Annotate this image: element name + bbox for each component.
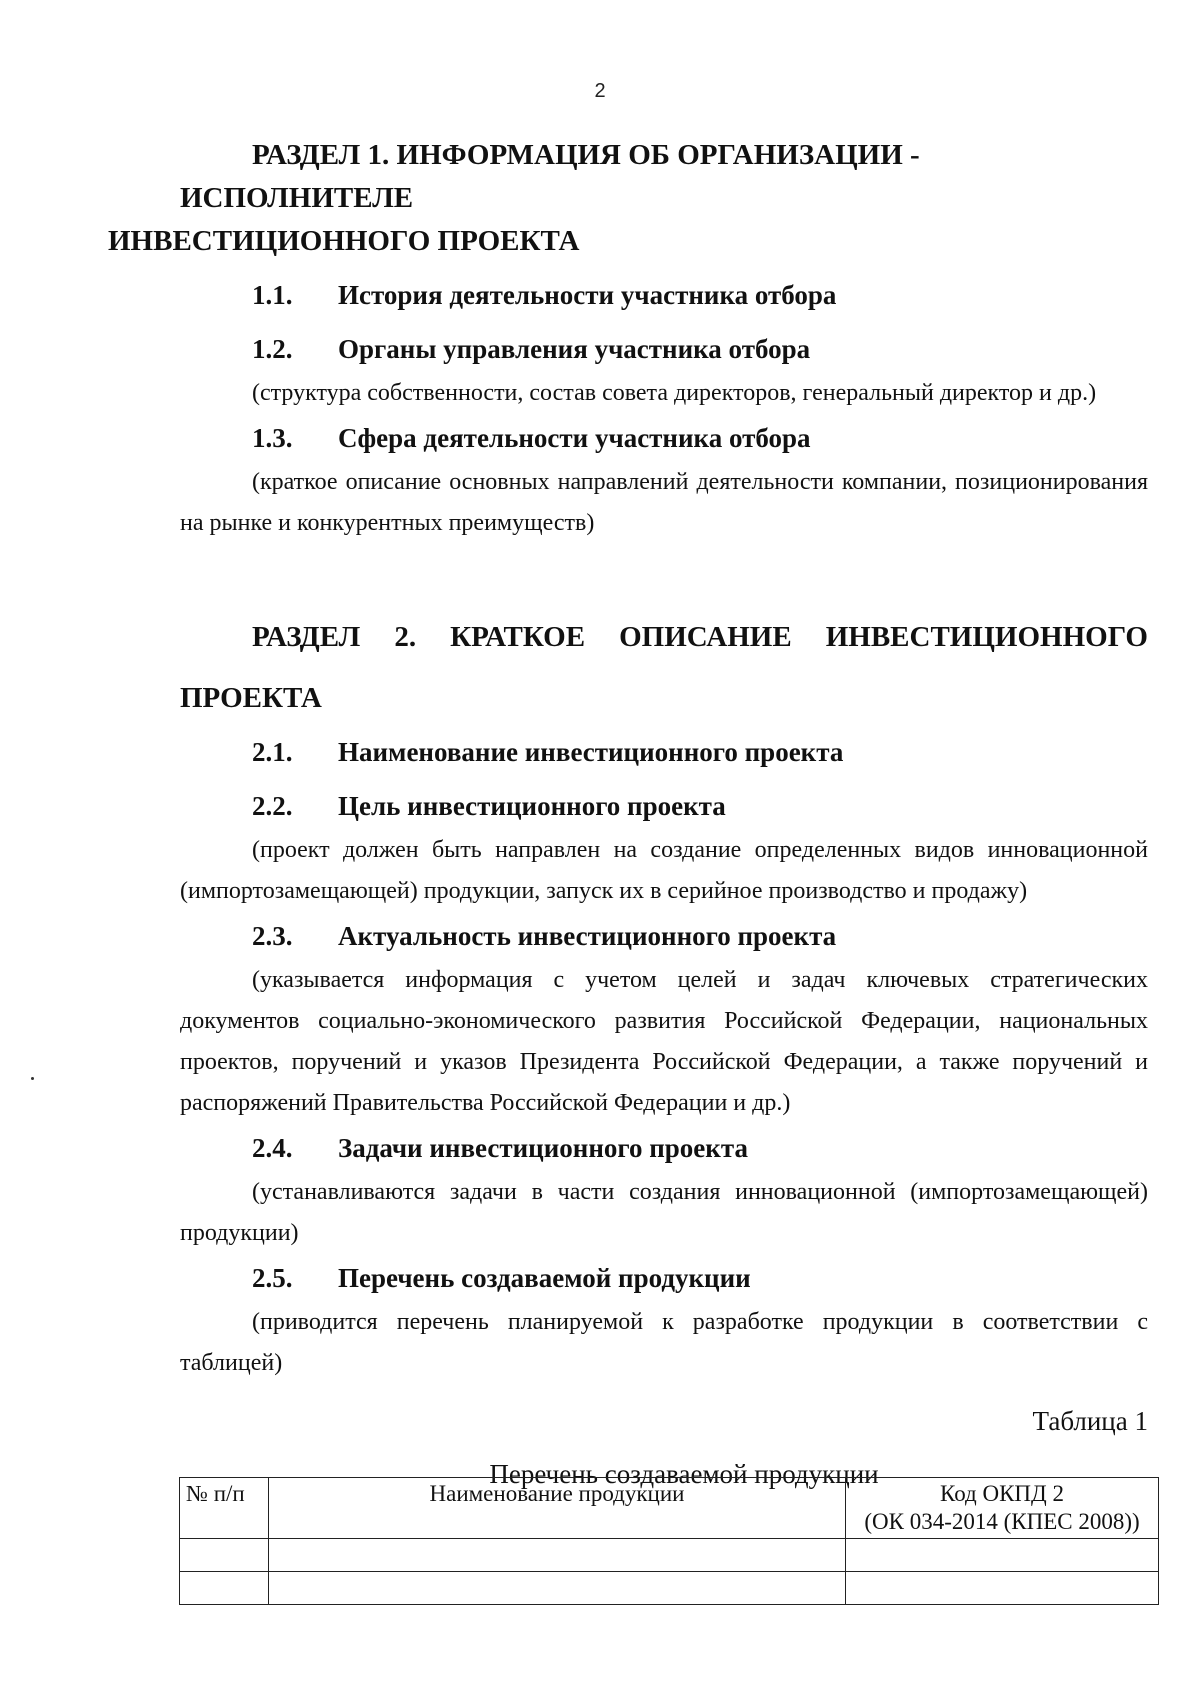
subsection-title: Перечень создаваемой продукции — [338, 1263, 751, 1293]
subsection-note: (краткое описание основных направлений деятельности компании, позиционирования на рынке и конкурентных преимуществ) — [180, 469, 1148, 536]
scan-speck — [31, 1077, 34, 1080]
table-row — [180, 1572, 1159, 1605]
section-1-title-line1: РАЗДЕЛ 1. ИНФОРМАЦИЯ ОБ ОРГАНИЗАЦИИ - ИСПОЛНИТЕЛЕ — [180, 139, 920, 214]
table-cell — [269, 1572, 846, 1605]
section-2-title: РАЗДЕЛ 2. КРАТКОЕ ОПИСАНИЕ ИНВЕСТИЦИОННОГО — [252, 621, 1148, 653]
section-1-title — [108, 134, 1148, 263]
table-cell — [269, 1539, 846, 1572]
table-cell — [846, 1539, 1159, 1572]
column-header-code — [846, 1478, 1159, 1539]
subsection-note: (приводится перечень планируемой к разработке продукции в соответствии с таблицей) — [180, 1309, 1148, 1376]
products-table — [179, 1477, 1159, 1605]
document-body — [108, 134, 1148, 1490]
subsection-1-3 — [180, 420, 1148, 456]
table-cell — [180, 1539, 269, 1572]
subsection-number: 1.2. — [252, 334, 293, 364]
subsection-number: 2.3. — [252, 921, 293, 951]
column-header-code-line2: (ОК 034-2014 (КПЕС 2008)) — [864, 1509, 1140, 1534]
column-header-code-line1: Код ОКПД 2 — [940, 1481, 1064, 1506]
subsection-note: (устанавливаются задачи в части создания инновационной (импортозамещающей) продукции) — [180, 1179, 1148, 1246]
subsection-note: (проект должен быть направлен на создание определенных видов инновационной (импортозамещающей) продукции, запуск их в серийное производство и продажу) — [180, 837, 1148, 904]
subsection-2-4 — [180, 1130, 1148, 1166]
subsection-note: (указывается информация с учетом целей и задач ключевых стратегических документов социально-экономического развития Российской Федерации, национальных проектов, поручений и указов Президента Российской Федерации, а также поручений и распоряжений Правительства Российской Федерации и др.) — [180, 967, 1148, 1116]
subsection-number: 1.1. — [252, 280, 293, 310]
subsection-note: (структура собственности, состав совета директоров, генеральный директор и др.) — [252, 380, 1097, 406]
subsection-title: Сфера деятельности участника отбора — [338, 423, 811, 453]
page-number: 2 — [594, 80, 606, 102]
subsection-number: 2.5. — [252, 1263, 293, 1293]
column-header-number: № п/п — [180, 1478, 269, 1539]
subsection-2-5 — [180, 1260, 1148, 1296]
subsection-number: 2.4. — [252, 1133, 293, 1163]
table-cell — [846, 1572, 1159, 1605]
subsection-2-2 — [180, 788, 1148, 824]
subsection-number: 1.3. — [252, 423, 293, 453]
table-header-row — [180, 1478, 1159, 1539]
table-caption: Перечень создаваемой продукции — [489, 1459, 879, 1489]
subsection-2-3 — [180, 918, 1148, 954]
table-label: Таблица 1 — [1032, 1406, 1148, 1436]
subsection-title: История деятельности участника отбора — [338, 280, 837, 310]
subsection-1-1 — [180, 277, 1148, 313]
subsection-2-1 — [180, 734, 1148, 770]
section-1-title-line2: ИНВЕСТИЦИОННОГО ПРОЕКТА — [108, 225, 580, 257]
subsection-title: Задачи инвестиционного проекта — [338, 1133, 748, 1163]
table-cell — [180, 1572, 269, 1605]
subsection-number: 2.1. — [252, 737, 293, 767]
subsection-title: Органы управления участника отбора — [338, 334, 811, 364]
table-row — [180, 1539, 1159, 1572]
subsection-title: Актуальность инвестиционного проекта — [338, 921, 837, 951]
subsection-1-2 — [180, 331, 1148, 367]
column-header-name: Наименование продукции — [269, 1478, 846, 1539]
section-2-title-line2: ПРОЕКТА — [180, 682, 322, 714]
subsection-title: Наименование инвестиционного проекта — [338, 737, 844, 767]
subsection-number: 2.2. — [252, 791, 293, 821]
subsection-title: Цель инвестиционного проекта — [338, 791, 726, 821]
